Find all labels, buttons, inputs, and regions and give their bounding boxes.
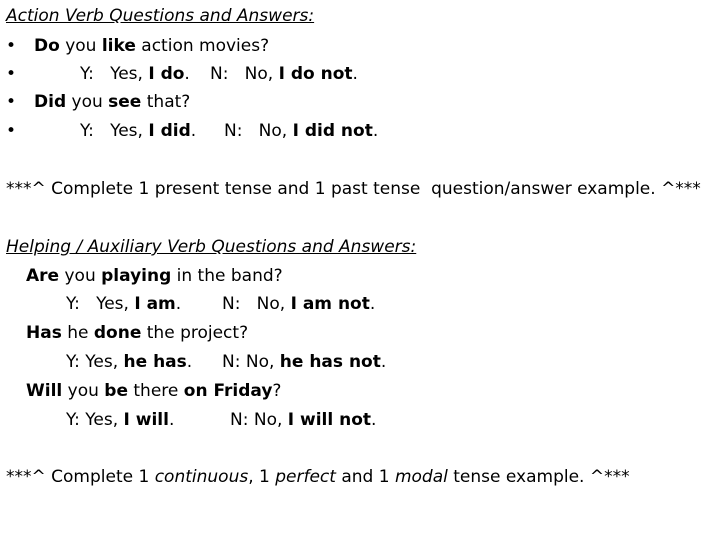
helping-question-2: Has he done the project?	[26, 323, 249, 343]
helping-answer-no-3: N: No, I will not.	[230, 410, 377, 430]
helping-question-1: Are you playing in the band?	[26, 266, 283, 286]
bullet: •	[6, 36, 17, 56]
helping-answer-yes-3: Y: Yes, I will.	[66, 410, 175, 430]
action-instruction: ***^ Complete 1 present tense and 1 past tense question/answer example. ^***	[6, 179, 701, 199]
bullet: •	[6, 92, 17, 112]
action-question-2: Did you see that?	[34, 92, 191, 112]
helping-instruction: ***^ Complete 1 continuous, 1 perfect and 1 modal tense example. ^***	[6, 467, 630, 487]
action-question-1: Do you like action movies?	[34, 36, 270, 56]
helping-verb-heading: Helping / Auxiliary Verb Questions and Answers:	[6, 237, 417, 257]
action-answer-no-1: N: No, I do not.	[210, 64, 358, 84]
action-verb-heading: Action Verb Questions and Answers:	[6, 6, 315, 26]
helping-answer-yes-1: Y: Yes, I am.	[66, 294, 182, 314]
helping-answer-no-1: N: No, I am not.	[222, 294, 376, 314]
bullet: •	[6, 121, 17, 141]
bullet: •	[6, 64, 17, 84]
helping-question-3: Will you be there on Friday?	[26, 381, 282, 401]
action-answer-no-2: N: No, I did not.	[224, 121, 379, 141]
action-answer-yes-2: Y: Yes, I did.	[80, 121, 197, 141]
action-answer-yes-1: Y: Yes, I do.	[80, 64, 190, 84]
helping-answer-no-2: N: No, he has not.	[222, 352, 387, 372]
helping-answer-yes-2: Y: Yes, he has.	[66, 352, 193, 372]
